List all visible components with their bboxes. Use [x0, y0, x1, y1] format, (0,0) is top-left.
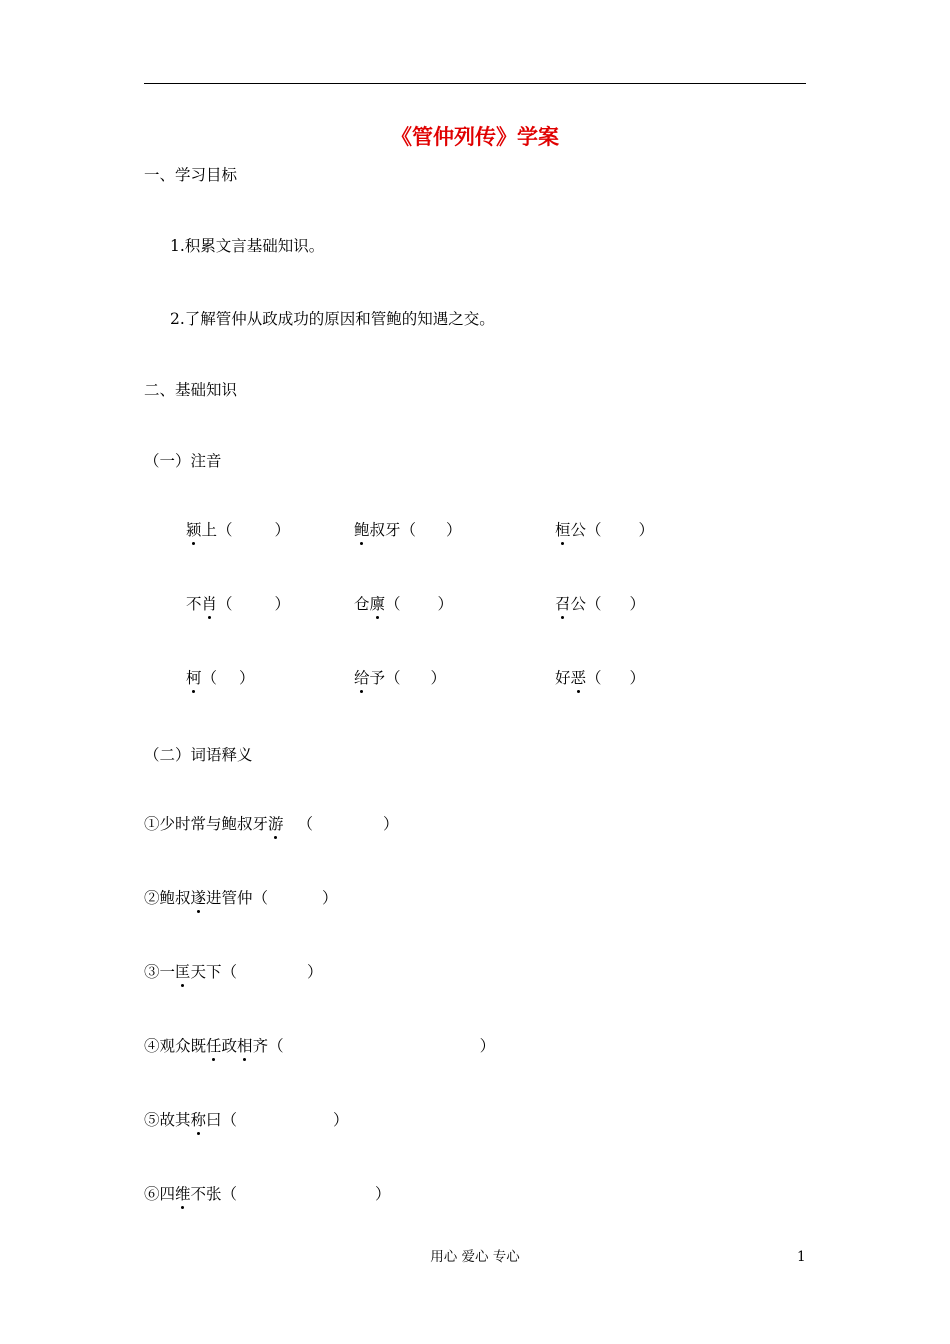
pinyin-item: 桓公（ ）	[555, 521, 655, 539]
subsection-pinyin: （一）注音	[144, 452, 222, 470]
pinyin-item: 好恶（ ）	[555, 669, 646, 687]
section-1-heading: 一、学习目标	[144, 166, 238, 184]
footer-slogan: 用心 爱心 专心	[430, 1249, 520, 1265]
definition-item: ⑥四维不张（ ）	[144, 1185, 391, 1203]
definition-item: ①少时常与鲍叔牙游 （ ）	[144, 815, 399, 833]
pinyin-item: 仓廪（ ）	[354, 595, 454, 613]
objective-1: 1.积累文言基础知识。	[170, 237, 325, 255]
pinyin-item: 柯（ ）	[186, 669, 255, 687]
pinyin-item: 不肖（ ）	[186, 595, 291, 613]
pinyin-item: 鲍叔牙（ ）	[354, 521, 462, 539]
subsection-definitions: （二）词语释义	[144, 746, 253, 764]
pinyin-item: 给予（ ）	[354, 669, 447, 687]
section-2-heading: 二、基础知识	[144, 381, 238, 399]
definition-item: ②鲍叔遂进管仲（ ）	[144, 889, 338, 907]
definition-item: ③一匡天下（ ）	[144, 963, 323, 981]
definition-item: ⑤故其称曰（ ）	[144, 1111, 349, 1129]
page-number: 1	[797, 1249, 806, 1265]
definition-item: ④观众既任政相齐（ ）	[144, 1037, 496, 1055]
objective-2: 2.了解管仲从政成功的原因和管鲍的知遇之交。	[170, 310, 495, 328]
page-title: 《管仲列传》学案	[391, 124, 559, 149]
header-rule	[144, 83, 806, 84]
pinyin-item: 召公（ ）	[555, 595, 646, 613]
pinyin-item: 颍上（ ）	[186, 521, 291, 539]
